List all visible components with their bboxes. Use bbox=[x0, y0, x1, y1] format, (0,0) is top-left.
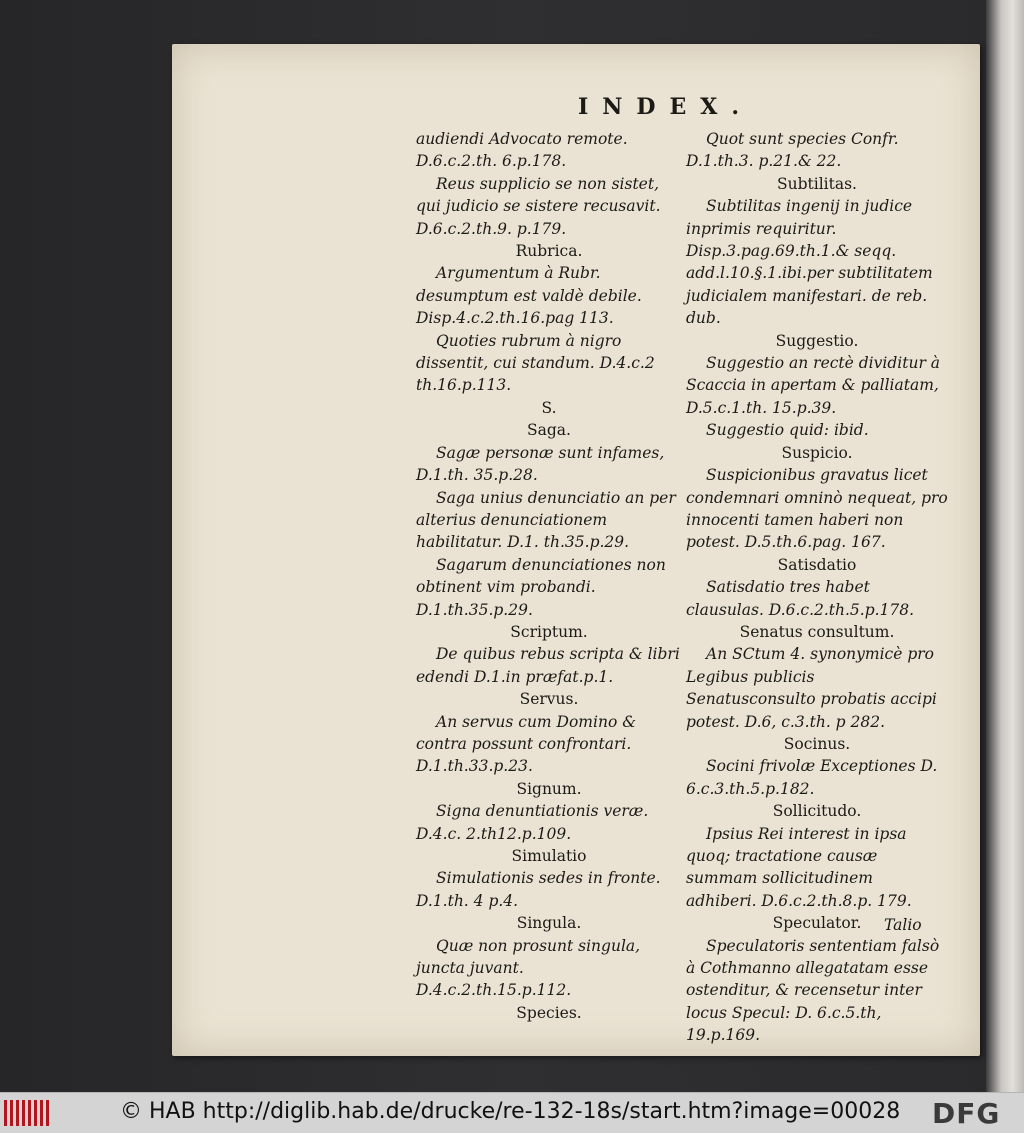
index-column-left bbox=[416, 128, 682, 1024]
index-entry: Quæ non prosunt singula, juncta juvant. D.4.c.2.th.15.p.112. bbox=[416, 936, 641, 1000]
index-entry: Suspicionibus gravatus licet condemnari omninò nequeat, pro innocenti tamen haberi non potest. D.5.th.6.pag. 167. bbox=[686, 466, 948, 552]
index-entry: Quot sunt species Confr. D.1.th.3. p.21.& 22. bbox=[686, 130, 899, 171]
index-heading: Rubrica. bbox=[515, 242, 583, 261]
barcode-icon bbox=[4, 1100, 50, 1126]
index-entry: Speculatoris sententiam falsò à Cothmanno allegatatam esse ostenditur, & recensetur inter locus Specul: D. 6.c.5.th, 19.p.169. bbox=[686, 936, 940, 1045]
index-entry: audiendi Advocato remote. D.6.c.2.th. 6.p.178. bbox=[416, 130, 628, 171]
index-entry: Subtilitas ingenij in judice inprimis requiritur. Disp.3.pag.69.th.1.& seqq. add.l.10.§.1.ibi.per subtilitatem judicialem manifestari. de reb. dub. bbox=[686, 197, 933, 328]
index-entry: Suggestio an rectè dividitur à Scaccia in apertam & palliatam, D.5.c.1.th. 15.p.39. bbox=[686, 354, 941, 417]
index-entry: Sagarum denunciationes non obtinent vim probandi. D.1.th.35.p.29. bbox=[416, 555, 666, 619]
index-entry: An SCtum 4. synonymicè pro Legibus publicis Senatusconsulto probatis accipi potest. D.6, c.3.th. p 282. bbox=[686, 645, 937, 731]
index-entry: An servus cum Domino & contra possunt confrontari. D.1.th.33.p.23. bbox=[416, 712, 637, 776]
index-entry: Satisdatio tres habet clausulas. D.6.c.2.th.5.p.178. bbox=[686, 578, 915, 619]
index-entry: Reus supplicio se non sistet, qui judicio se sistere recusavit. D.6.c.2.th.9. p.179. bbox=[416, 174, 661, 238]
index-entry: Argumentum à Rubr. desumptum est valdè debile. Disp.4.c.2.th.16.pag 113. bbox=[416, 264, 642, 328]
viewer-footer bbox=[0, 1092, 1024, 1133]
copyright-link[interactable]: © HAB http://diglib.hab.de/drucke/re-132-18s/start.htm?image=00028 bbox=[120, 1099, 901, 1124]
index-heading: S. bbox=[541, 398, 557, 417]
index-entry: Quoties rubrum à nigro dissentit, cui standum. D.4.c.2 th.16.p.113. bbox=[416, 331, 655, 395]
index-heading: Species. bbox=[516, 1003, 582, 1022]
catchword: Talio bbox=[884, 916, 922, 934]
index-entry: Socini frivolæ Exceptiones D. 6.c.3.th.5.p.182. bbox=[686, 757, 938, 798]
index-heading: Servus. bbox=[519, 690, 579, 709]
dfg-logo: DFG bbox=[932, 1097, 1001, 1130]
index-entry: De quibus rebus scripta & libri edendi D.1.in præfat.p.1. bbox=[416, 645, 680, 686]
index-heading: Sollicitudo. bbox=[772, 802, 862, 821]
index-heading: Speculator. bbox=[772, 914, 862, 933]
index-heading: Socinus. bbox=[783, 734, 851, 753]
index-entry: Sagæ personæ sunt infames, D.1.th. 35.p.28. bbox=[416, 443, 665, 485]
index-heading: Signum. bbox=[516, 779, 582, 798]
index-entry: Signa denuntiationis veræ. D.4.c. 2.th12.p.109. bbox=[416, 802, 649, 843]
adjacent-page-edge bbox=[986, 0, 1024, 1092]
index-heading: Suggestio. bbox=[775, 331, 859, 350]
index-heading: Satisdatio bbox=[777, 555, 857, 574]
page-header: INDEX. bbox=[578, 94, 753, 120]
index-entry: Ipsius Rei interest in ipsa quoq; tractatione causæ summam sollicitudinem adhiberi. D.6.c.2.th.8.p. 179. bbox=[686, 824, 912, 910]
index-heading: Saga. bbox=[527, 421, 571, 440]
index-column-right bbox=[686, 128, 948, 1047]
index-heading: Simulatio bbox=[511, 847, 587, 865]
index-heading: Senatus consultum. bbox=[739, 622, 895, 641]
index-entry: Saga unius denunciatio an per alterius denunciationem habilitatur. D.1. th.35.p.29. bbox=[416, 488, 676, 552]
index-heading: Singula. bbox=[516, 914, 582, 933]
index-heading: Suspicio. bbox=[781, 443, 853, 462]
index-heading: Scriptum. bbox=[510, 622, 588, 641]
index-entry: Suggestio quid: ibid. bbox=[706, 421, 869, 440]
index-entry: Simulationis sedes in fronte. D.1.th. 4 p.4. bbox=[416, 869, 661, 910]
index-heading: Subtilitas. bbox=[777, 174, 857, 193]
